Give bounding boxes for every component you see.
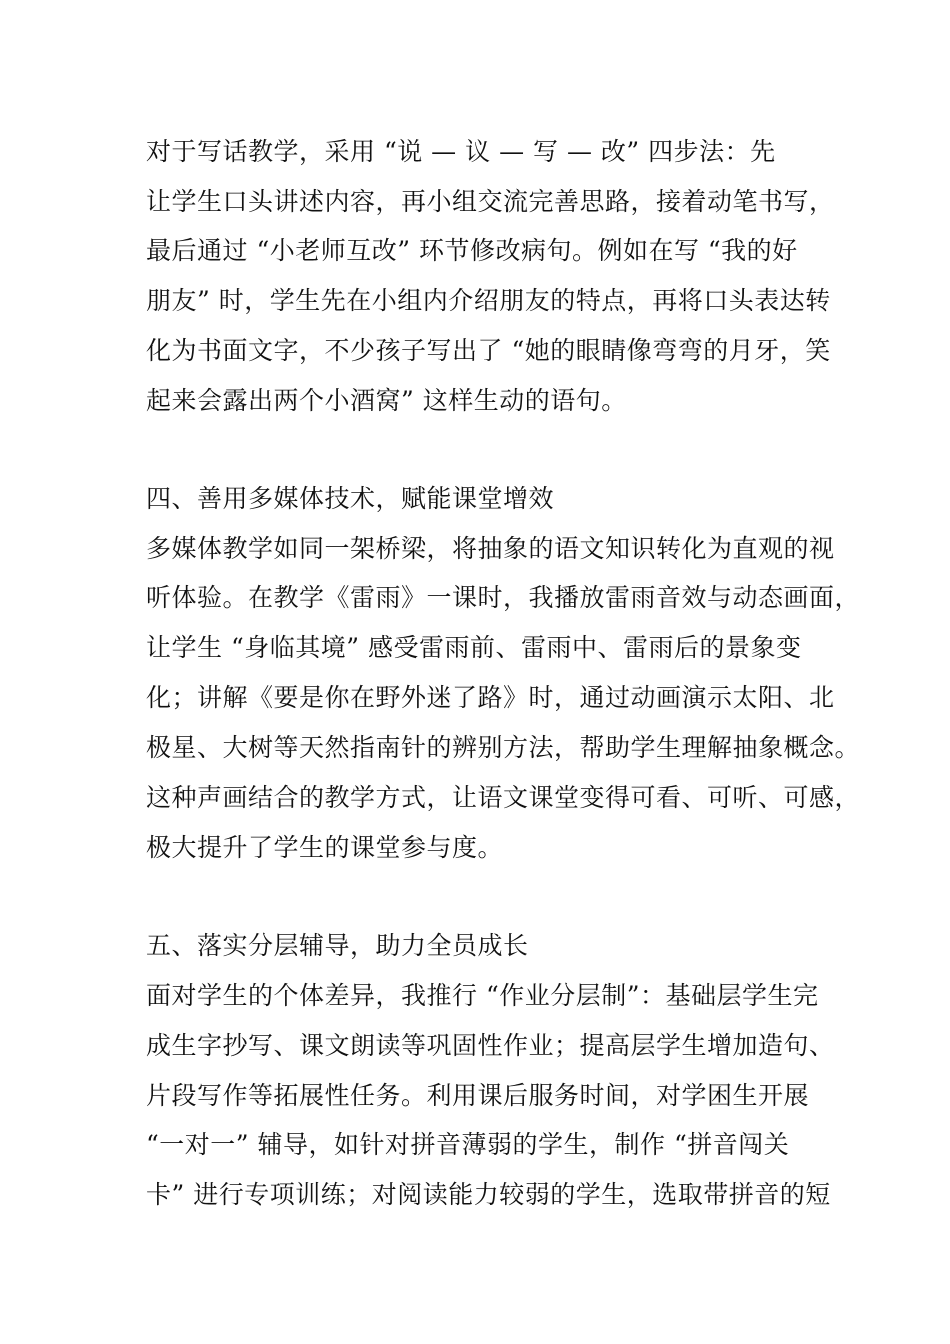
text-line: 多媒体教学如同一架桥梁，将抽象的语文知识转化为直观的视: [146, 534, 835, 563]
text-line: 面对学生的个体差异，我推行 “作业分层制”：基础层学生完: [146, 981, 819, 1010]
text-line: 极大提升了学生的课堂参与度。: [146, 833, 504, 862]
text-line: 片段写作等拓展性任务。利用课后服务时间，对学困生开展: [146, 1081, 810, 1110]
text-line: 朋友” 时，学生先在小组内介绍朋友的特点，再将口头表达转: [146, 286, 831, 315]
text-line: “一对一” 辅导，如针对拼音薄弱的学生，制作 “拼音闯关: [146, 1130, 790, 1159]
text-line: 化为书面文字，不少孩子写出了 “她的眼睛像弯弯的月牙，笑: [146, 336, 831, 365]
text-line: 对于写话教学，采用 “说 — 议 — 写 — 改” 四步法：先: [146, 137, 776, 166]
text-line: 听体验。在教学《雷雨》一课时，我播放雷雨音效与动态画面，: [146, 583, 861, 612]
section-heading-tiered-tutoring: 五、落实分层辅导，助力全员成长: [146, 931, 529, 960]
text-line: 化；讲解《要是你在野外迷了路》时，通过动画演示太阳、北: [146, 683, 835, 712]
text-line: 极星、大树等天然指南针的辨别方法，帮助学生理解抽象概念。: [146, 733, 861, 762]
text-line: 成生字抄写、课文朗读等巩固性作业；提高层学生增加造句、: [146, 1031, 835, 1060]
text-line: 起来会露出两个小酒窝” 这样生动的语句。: [146, 386, 627, 415]
text-line: 让学生 “身临其境” 感受雷雨前、雷雨中、雷雨后的景象变: [146, 633, 802, 662]
text-line: 这种声画结合的教学方式，让语文课堂变得可看、可听、可感，: [146, 783, 861, 812]
text-line: 让学生口头讲述内容，再小组交流完善思路，接着动笔书写，: [146, 187, 835, 216]
text-line: 卡” 进行专项训练；对阅读能力较弱的学生，选取带拼音的短: [146, 1180, 831, 1209]
section-heading-multimedia: 四、善用多媒体技术，赋能课堂增效: [146, 484, 555, 513]
text-line: 最后通过 “小老师互改” 环节修改病句。例如在写 “我的好: [146, 236, 798, 265]
